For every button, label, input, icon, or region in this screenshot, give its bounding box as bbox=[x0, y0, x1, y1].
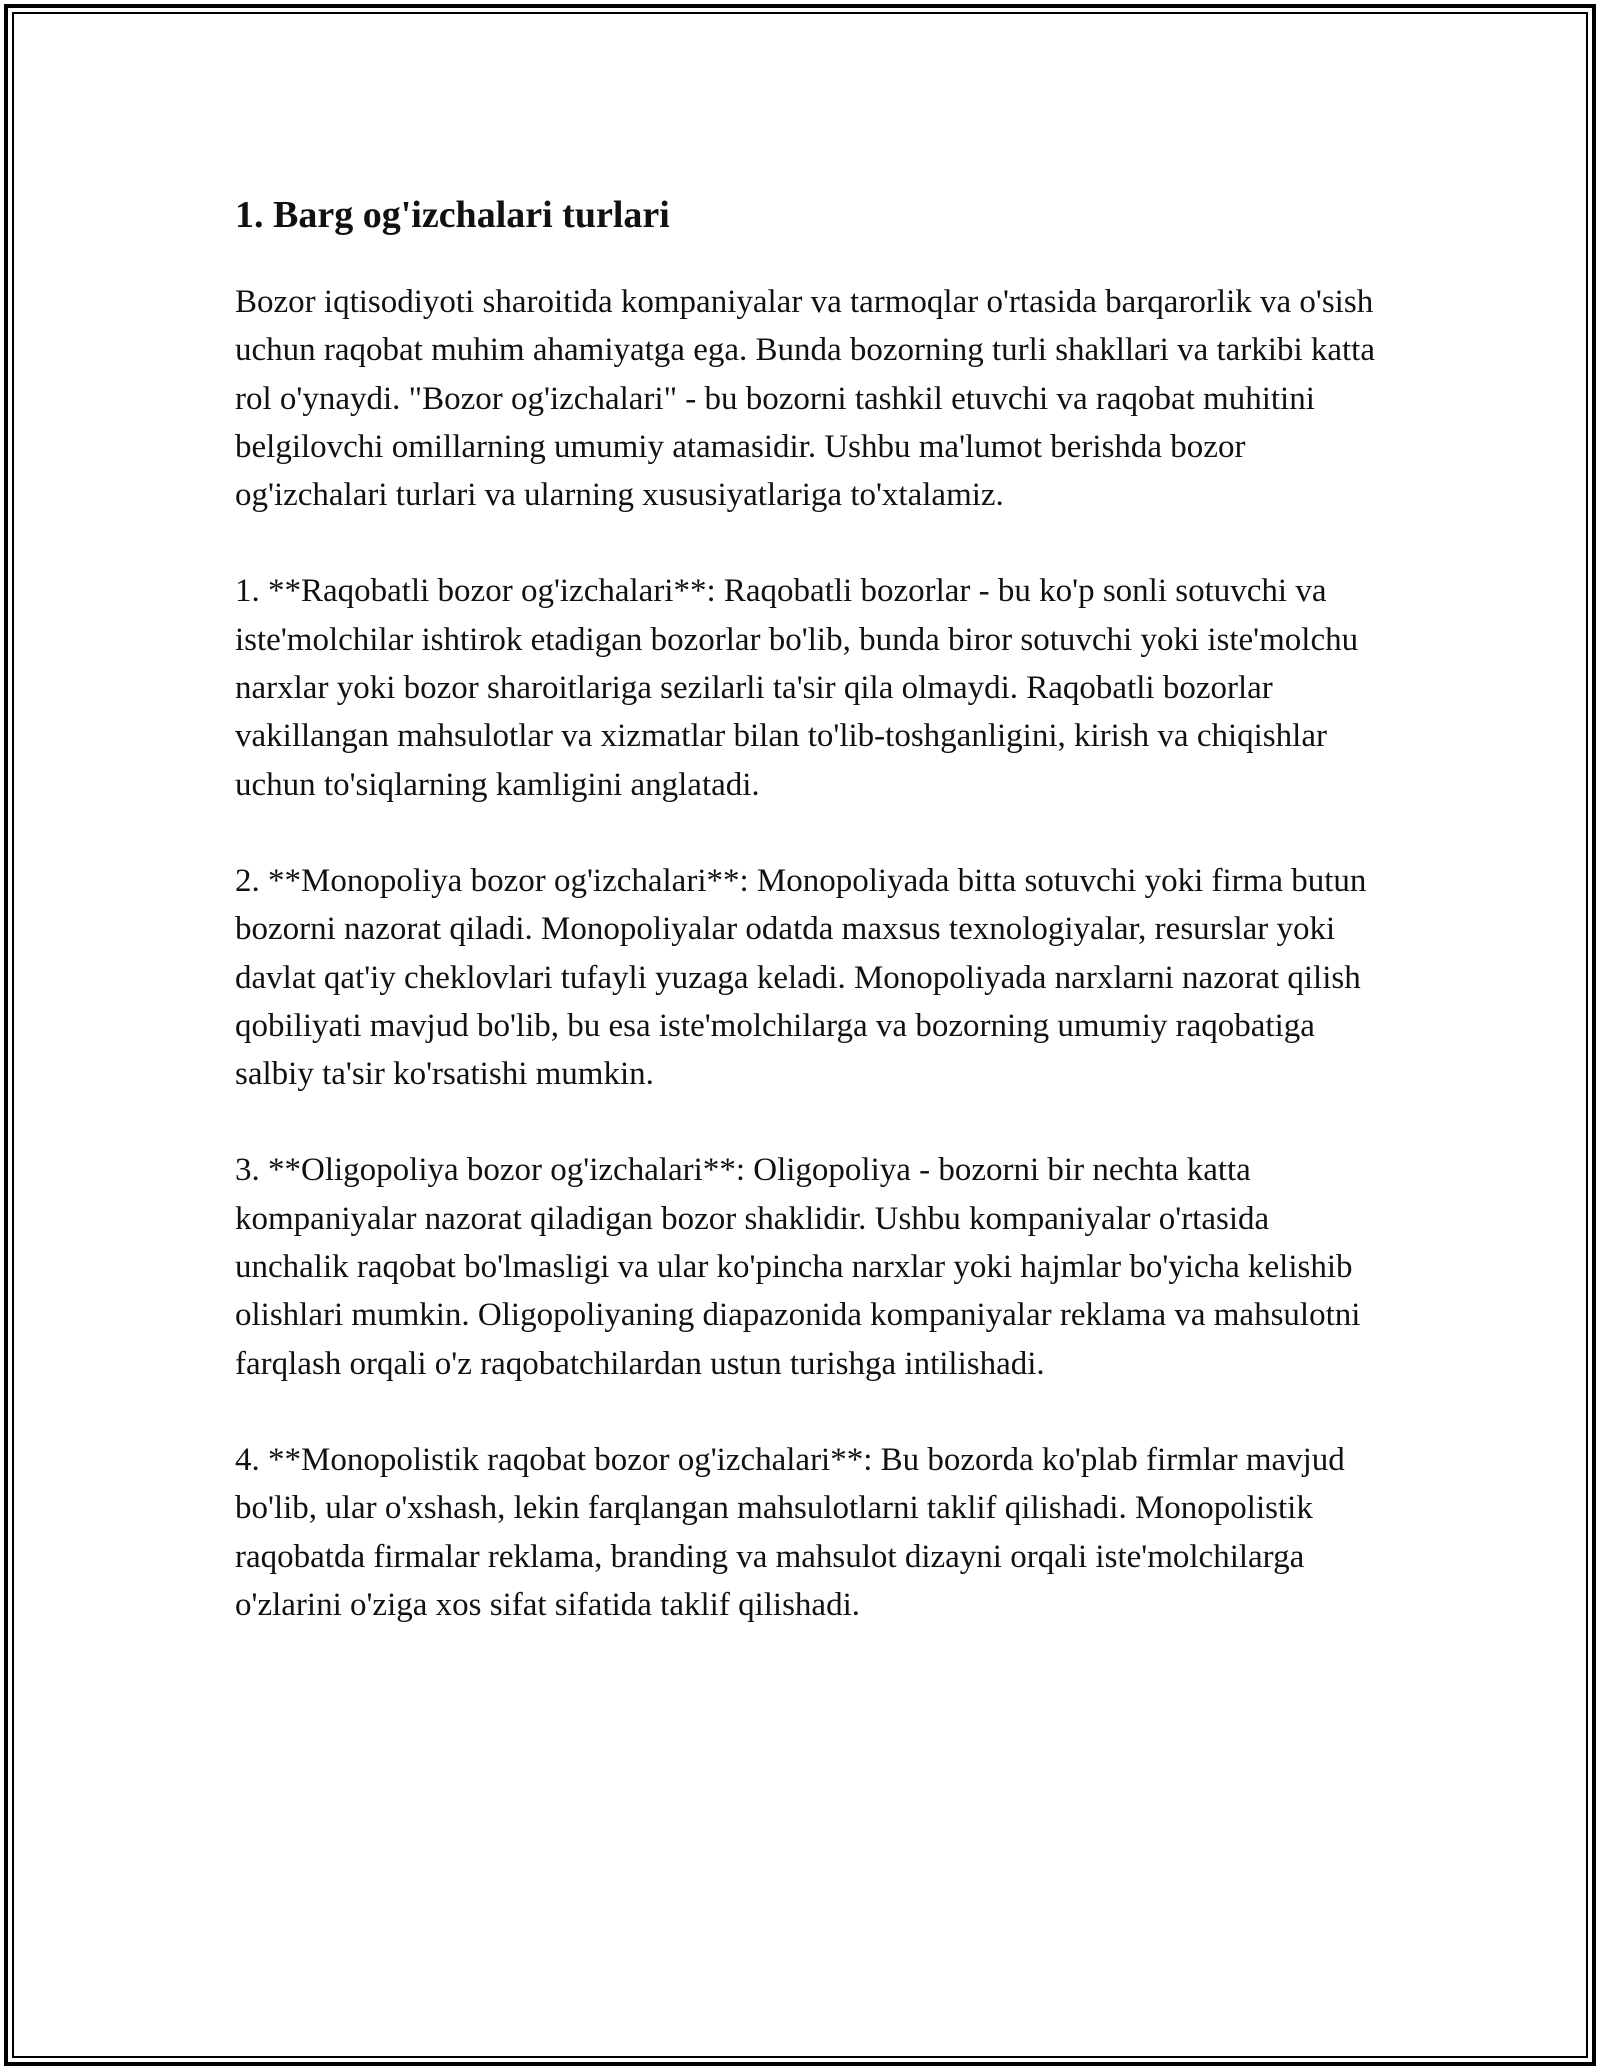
paragraph-monopoly-market: 2. **Monopoliya bozor og'izchalari**: Monopoliyada bitta sotuvchi yoki firma butun bozorni nazorat qiladi. Monopoliyalar odatda maxsus texnologiyalar, resurslar yoki davlat qat'iy cheklovlari tufayli yuzaga keladi. Monopoliyada narxlarni nazorat qilish qobiliyati mavjud bo'lib, bu esa iste'molchilarga va bozorning umumiy raqobatiga salbiy ta'sir ko'rsatishi mumkin. bbox=[235, 862, 1367, 1093]
paragraph-competitive-market: 1. **Raqobatli bozor og'izchalari**: Raqobatli bozorlar - bu ko'p sonli sotuvchi va iste'molchilar ishtirok etadigan bozorlar bo'lib, bunda biror sotuvchi yoki iste'molchu narxlar yoki bozor sharoitlariga sezilarli ta'sir qila olmaydi. Raqobatli bozorlar vakillangan mahsulotlar va xizmatlar bilan to'lib-toshganligini, kirish va chiqishlar uchun to'siqlarning kamligini anglatadi. bbox=[235, 573, 1359, 803]
document-title: 1. Barg og'izchalari turlari bbox=[235, 194, 670, 236]
paragraph-oligopoly-market: 3. **Oligopoliya bozor og'izchalari**: Oligopoliya - bozorni bir nechta katta kompaniyalar nazorat qiladigan bozor shaklidir. Ushbu kompaniyalar o'rtasida unchalik raqobat bo'lmasligi va ular ko'pincha narxlar yoki hajmlar bo'yicha kelishib olishlari mumkin. Oligopoliyaning diapazonida kompaniyalar reklama va mahsulotni farqlash orqali o'z raqobatchilardan ustun turishga intilishadi. bbox=[235, 1152, 1361, 1382]
intro-paragraph: Bozor iqtisodiyoti sharoitida kompaniyalar va tarmoqlar o'rtasida barqarorlik va o'sish uchun raqobat muhim ahamiyatga ega. Bunda bozorning turli shakllari va tarkibi katta rol o'ynaydi. "Bozor og'izchalari" - bu bozorni tashkil etuvchi va raqobat muhitini belgilovchi omillarning umumiy atamasidir. Ushbu ma'lumot berishda bozor og'izchalari turlari va ularning xususiyatlariga to'xtalamiz. bbox=[235, 284, 1375, 514]
paragraph-monopolistic-competition: 4. **Monopolistik raqobat bozor og'izchalari**: Bu bozorda ko'plab firmlar mavjud bo'lib, ular o'xshash, lekin farqlangan mahsulotlarni taklif qilishadi. Monopolistik raqobatda firmalar reklama, branding va mahsulot dizayni orqali iste'molchilarga o'zlarini o'ziga xos sifat sifatida taklif qilishadi. bbox=[235, 1441, 1345, 1623]
document-body bbox=[235, 186, 1375, 1677]
